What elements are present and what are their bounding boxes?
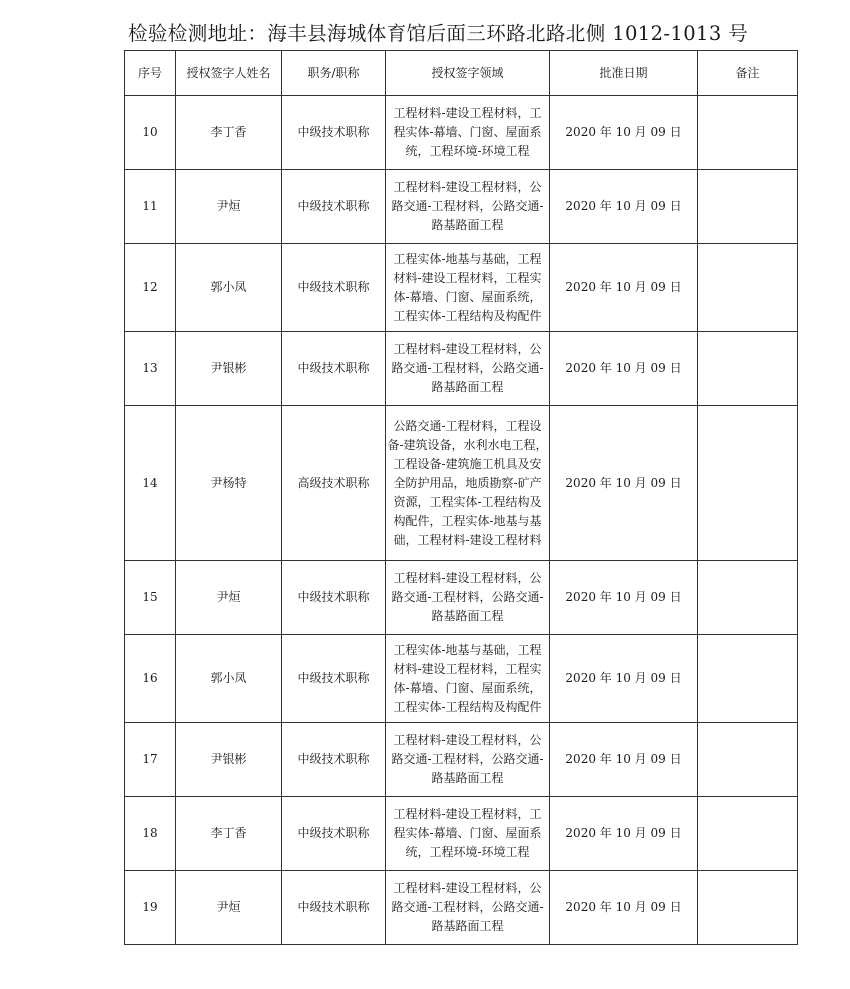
cell-no: 18 (125, 797, 176, 871)
cell-field (386, 96, 550, 170)
signatory-table (124, 50, 798, 945)
cell-note (698, 723, 798, 797)
field-line: 工程材料-建设工程材料，工 (393, 106, 542, 120)
cell-date: 2020 年 10 月 09 日 (550, 406, 698, 561)
cell-field (386, 635, 550, 723)
cell-no: 13 (125, 332, 176, 406)
field-line: 工程实体-工程结构及构配件 (393, 308, 542, 323)
table-row (125, 797, 798, 871)
cell-no: 14 (125, 406, 176, 561)
cell-title: 中级技术职称 (282, 244, 386, 332)
field-line: 工程材料-建设工程材料，公 (393, 733, 542, 747)
field-line: 工程材料-建设工程材料，公 (393, 881, 542, 895)
cell-date: 2020 年 10 月 09 日 (550, 723, 698, 797)
cell-date: 2020 年 10 月 09 日 (550, 797, 698, 871)
cell-field (386, 332, 550, 406)
cell-date: 2020 年 10 月 09 日 (550, 871, 698, 945)
cell-no: 19 (125, 871, 176, 945)
field-line: 工程材料-建设工程材料，公 (393, 571, 542, 585)
cell-no: 16 (125, 635, 176, 723)
field-line: 工程实体-工程结构及构配件 (393, 699, 542, 714)
cell-no: 17 (125, 723, 176, 797)
cell-note (698, 332, 798, 406)
field-line: 构配件，工程实体-地基与基 (393, 513, 542, 528)
cell-field (386, 723, 550, 797)
field-line: 统，工程环境-环境工程 (405, 845, 530, 859)
cell-title: 中级技术职称 (282, 96, 386, 170)
field-line: 路交通-工程材料，公路交通- (391, 590, 544, 604)
field-line: 工程实体-地基与基础，工程 (393, 642, 542, 657)
table-row (125, 170, 798, 244)
table-body (125, 96, 798, 945)
cell-date: 2020 年 10 月 09 日 (550, 170, 698, 244)
field-line: 工程材料-建设工程材料，公 (393, 342, 542, 356)
field-line: 工程设备-建筑施工机具及安 (393, 456, 542, 471)
cell-date: 2020 年 10 月 09 日 (550, 561, 698, 635)
cell-name: 尹银彬 (176, 332, 282, 406)
header-field: 授权签字领域 (386, 51, 550, 96)
cell-note (698, 561, 798, 635)
cell-note (698, 406, 798, 561)
table-row (125, 723, 798, 797)
field-line: 程实体-幕墙、门窗、屋面系 (393, 125, 542, 139)
page-heading: 检验检测地址：海丰县海城体育馆后面三环路北路北侧 1012-1013 号 (128, 22, 749, 45)
cell-date: 2020 年 10 月 09 日 (550, 96, 698, 170)
cell-no: 15 (125, 561, 176, 635)
field-line: 路基路面工程 (431, 609, 504, 623)
cell-name: 尹银彬 (176, 723, 282, 797)
cell-title: 中级技术职称 (282, 723, 386, 797)
table-row (125, 332, 798, 406)
table-row (125, 871, 798, 945)
cell-date: 2020 年 10 月 09 日 (550, 332, 698, 406)
cell-name: 郭小凤 (176, 244, 282, 332)
field-line: 路基路面工程 (431, 771, 504, 785)
field-line: 工程材料-建设工程材料，公 (393, 180, 542, 194)
cell-note (698, 871, 798, 945)
header-name: 授权签字人姓名 (176, 51, 282, 96)
cell-note (698, 96, 798, 170)
cell-title: 中级技术职称 (282, 170, 386, 244)
cell-field (386, 561, 550, 635)
header-note: 备注 (698, 51, 798, 96)
field-line: 材料-建设工程材料，工程实 (393, 270, 542, 285)
field-line: 路交通-工程材料，公路交通- (391, 900, 544, 914)
field-line: 体-幕墙、门窗、屋面系统， (393, 680, 542, 695)
cell-date: 2020 年 10 月 09 日 (550, 635, 698, 723)
field-line: 路交通-工程材料，公路交通- (391, 199, 544, 213)
cell-name: 尹烜 (176, 871, 282, 945)
field-line: 路基路面工程 (431, 218, 504, 232)
field-line: 公路交通-工程材料，工程设 (393, 418, 542, 433)
cell-name: 尹杨特 (176, 406, 282, 561)
cell-title: 中级技术职称 (282, 871, 386, 945)
field-line: 工程实体-地基与基础，工程 (393, 251, 542, 266)
header-no: 序号 (125, 51, 176, 96)
table-row (125, 561, 798, 635)
header-row (125, 51, 798, 96)
field-line: 资源，工程实体-工程结构及 (393, 494, 542, 509)
cell-name: 李丁香 (176, 96, 282, 170)
field-line: 路基路面工程 (431, 380, 504, 394)
field-line: 路交通-工程材料，公路交通- (391, 361, 544, 375)
cell-field (386, 406, 550, 561)
field-line: 路基路面工程 (431, 919, 504, 933)
cell-title: 中级技术职称 (282, 635, 386, 723)
cell-name: 李丁香 (176, 797, 282, 871)
cell-title: 中级技术职称 (282, 561, 386, 635)
table-row (125, 244, 798, 332)
cell-note (698, 797, 798, 871)
header-date: 批准日期 (550, 51, 698, 96)
table-row (125, 406, 798, 561)
field-line: 材料-建设工程材料，工程实 (393, 661, 542, 676)
field-line: 体-幕墙、门窗、屋面系统， (393, 289, 542, 304)
field-line: 全防护用品，地质勘察-矿产 (393, 475, 542, 490)
field-line: 工程材料-建设工程材料，工 (393, 807, 542, 821)
cell-no: 11 (125, 170, 176, 244)
field-line: 备-建筑设备，水利水电工程， (387, 437, 548, 452)
field-line: 程实体-幕墙、门窗、屋面系 (393, 826, 542, 840)
cell-field (386, 170, 550, 244)
field-line: 础，工程材料-建设工程材料 (393, 532, 542, 547)
cell-title: 中级技术职称 (282, 332, 386, 406)
cell-note (698, 635, 798, 723)
field-line: 路交通-工程材料，公路交通- (391, 752, 544, 766)
cell-field (386, 871, 550, 945)
cell-name: 尹烜 (176, 170, 282, 244)
table-header (125, 51, 798, 96)
table-row (125, 635, 798, 723)
field-line: 统，工程环境-环境工程 (405, 144, 530, 158)
table-row (125, 96, 798, 170)
header-title: 职务/职称 (282, 51, 386, 96)
cell-name: 尹烜 (176, 561, 282, 635)
cell-no: 12 (125, 244, 176, 332)
cell-date: 2020 年 10 月 09 日 (550, 244, 698, 332)
cell-field (386, 244, 550, 332)
cell-no: 10 (125, 96, 176, 170)
cell-field (386, 797, 550, 871)
cell-note (698, 170, 798, 244)
cell-name: 郭小凤 (176, 635, 282, 723)
cell-title: 中级技术职称 (282, 797, 386, 871)
cell-title: 高级技术职称 (282, 406, 386, 561)
cell-note (698, 244, 798, 332)
